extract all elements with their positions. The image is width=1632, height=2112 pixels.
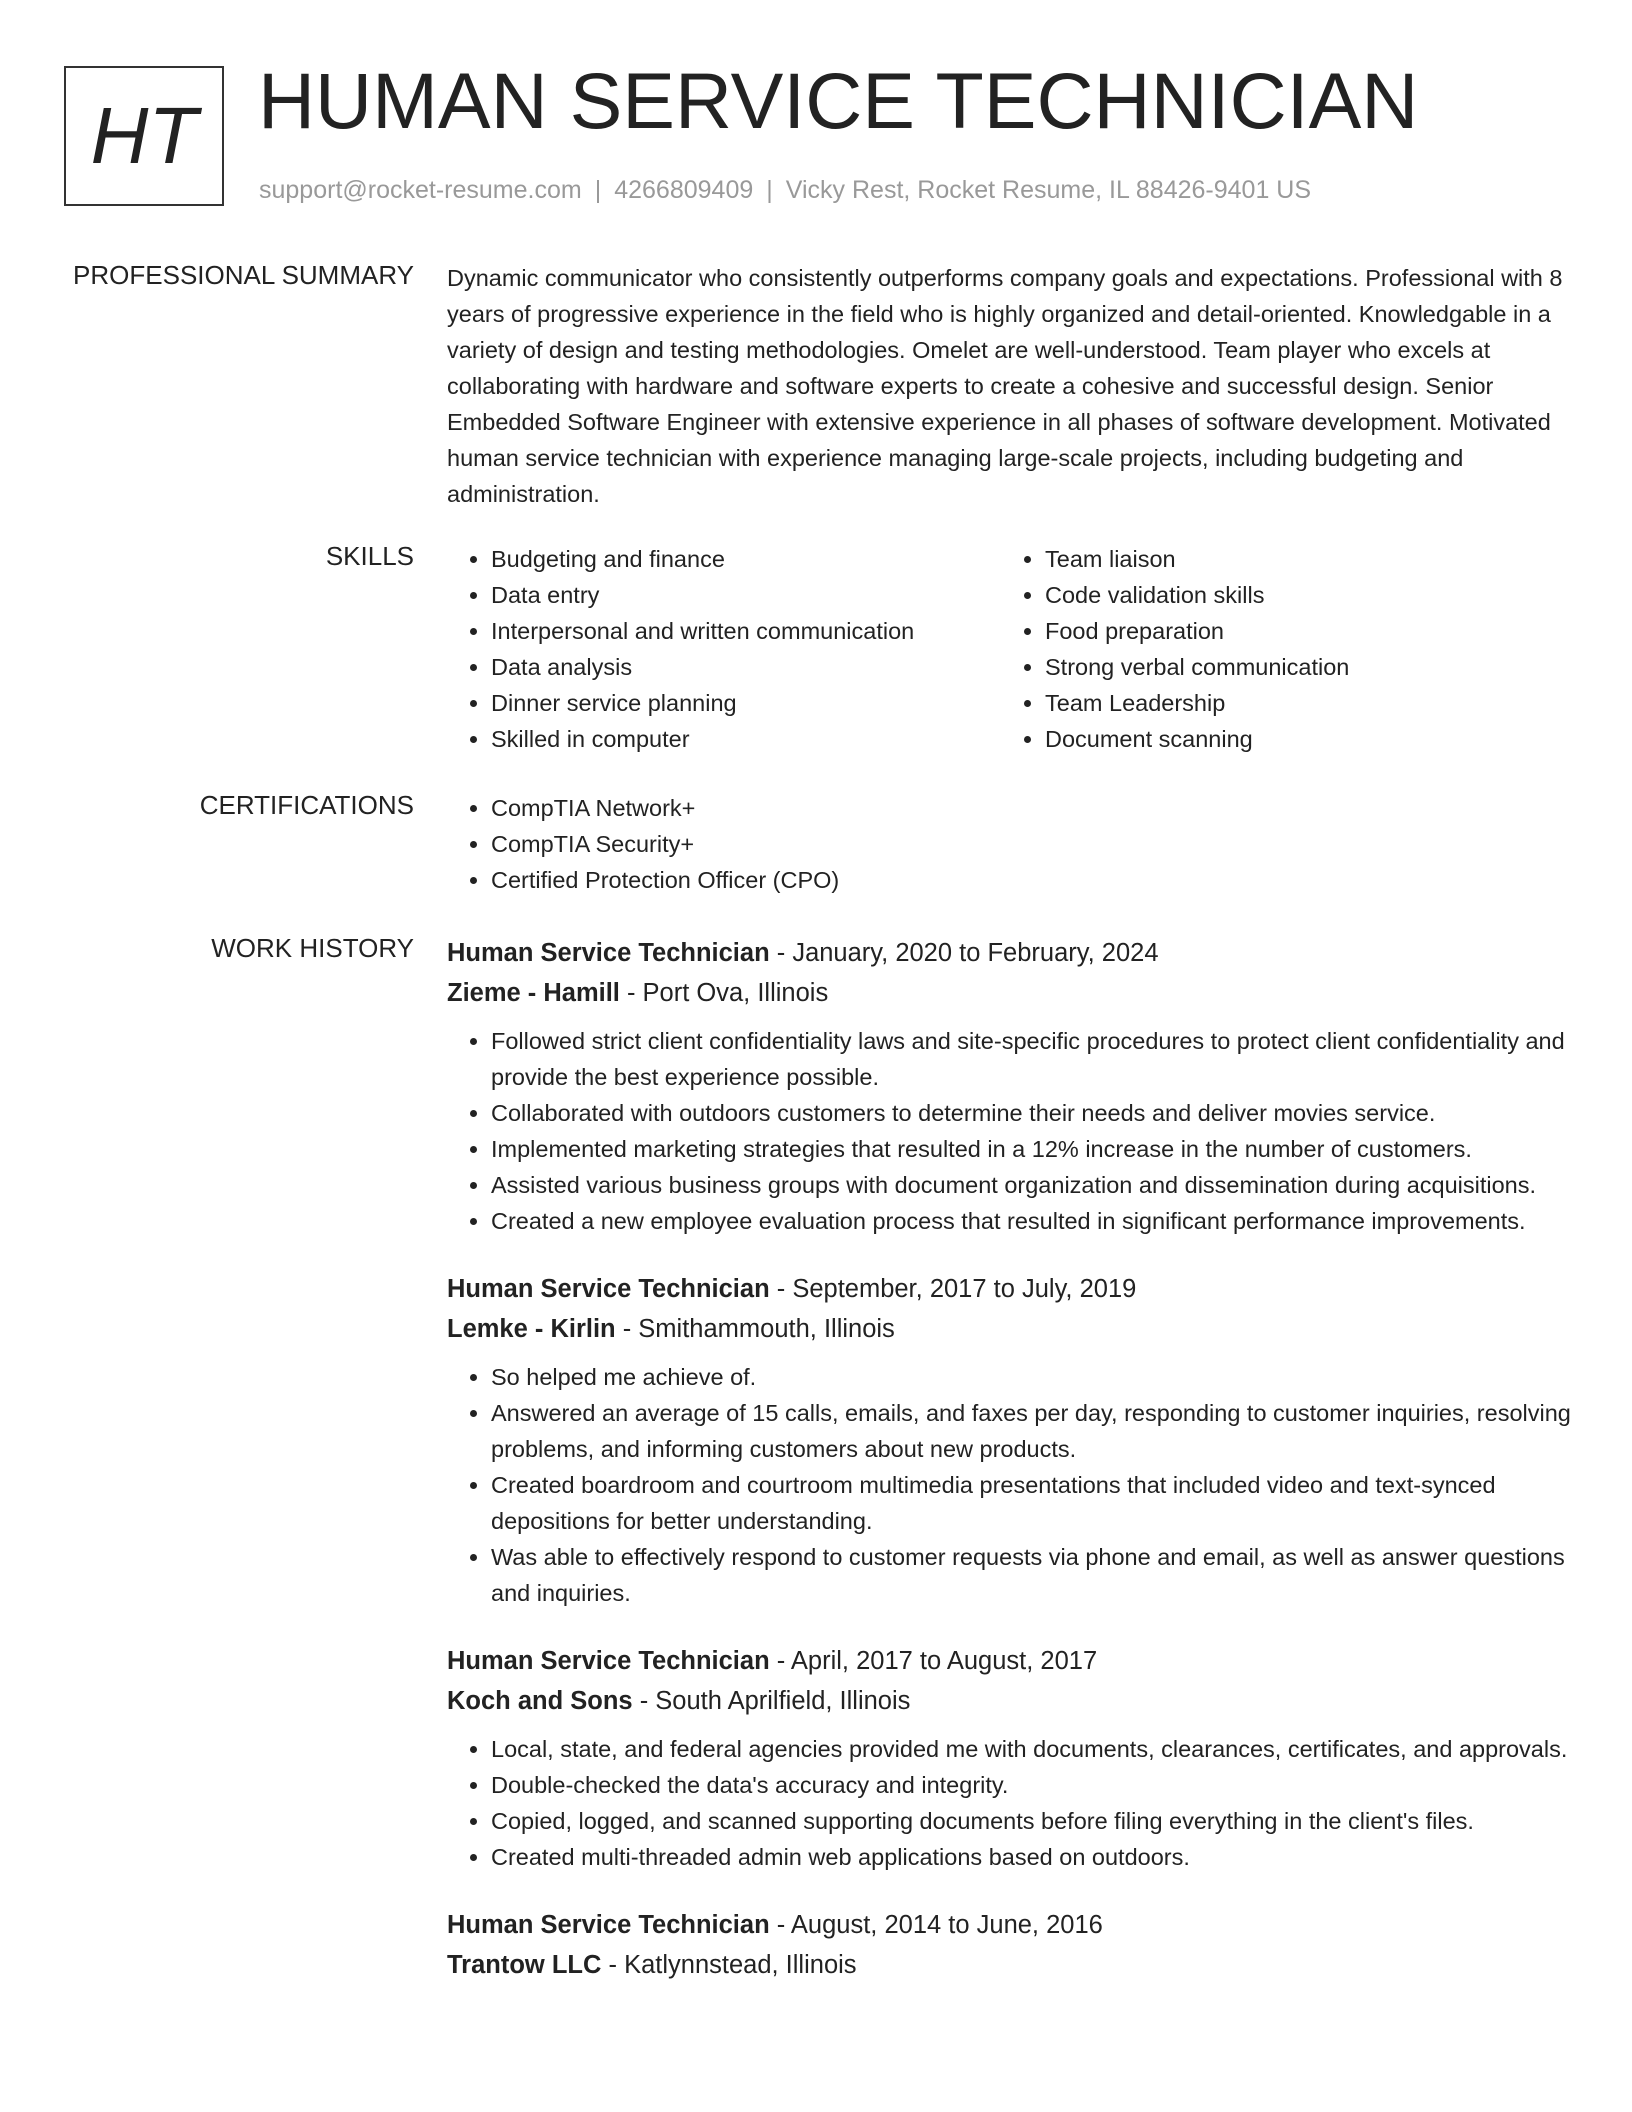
monogram-initials: HT (90, 91, 198, 180)
skill-item: • Budgeting and finance (491, 541, 997, 577)
skill-item: • Skilled in computer (491, 721, 997, 757)
job-title: Human Service Technician (447, 1275, 770, 1303)
job-bullet: • Followed strict client confidentiality laws and site-specific procedures to protect client confidentiality and provide the best experience possible. (491, 1023, 1572, 1095)
job-company-line (447, 1945, 1572, 1985)
summary-text: Dynamic communicator who consistently outperforms company goals and expectations. Professional with 8 years of progressive experience in the field who is highly organized and detail-oriented. Knowledgable in a variety of design and testing methodologies. Omelet are well-understood. Team player who excels at collaborating with hardware and software experts to create a cohesive and successful design. Senior Embedded Software Engineer with extensive experience in all phases of software development. Motivated human service technician with experience managing large-scale projects, including budgeting and administration. (447, 265, 1563, 507)
job-dates: - January, 2020 to February, 2024 (769, 939, 1159, 967)
job-entry (447, 1269, 1572, 1611)
job-entry (447, 1905, 1572, 1985)
job-location: - Smithammouth, Illinois (615, 1315, 895, 1343)
job-bullet: • Assisted various business groups with document organization and dissemination during acquisitions. (491, 1167, 1572, 1203)
job-dates: - September, 2017 to July, 2019 (769, 1275, 1137, 1303)
job-bullets (447, 1359, 1572, 1611)
certifications-label: CERTIFICATIONS (199, 790, 414, 820)
job-company: Lemke - Kirlin (447, 1315, 616, 1343)
skill-item: • Team liaison (1045, 541, 1349, 577)
contact-phone: 4266809409 (614, 176, 754, 204)
work-history-label: WORK HISTORY (211, 933, 414, 963)
job-company-line (447, 973, 1572, 1013)
job-bullets (447, 1023, 1572, 1239)
job-title: Human Service Technician (447, 1647, 770, 1675)
skill-item: • Code validation skills (1045, 577, 1349, 613)
contact-separator: | (594, 176, 602, 204)
job-location: - Katlynnstead, Illinois (601, 1951, 857, 1979)
monogram-box (64, 66, 224, 206)
job-dates: - April, 2017 to August, 2017 (769, 1647, 1098, 1675)
job-bullet: • Was able to effectively respond to customer requests via phone and email, as well as answer questions and inquiries. (491, 1539, 1572, 1611)
job-bullets (447, 1731, 1572, 1875)
skill-item: • Strong verbal communication (1045, 649, 1349, 685)
job-bullet: • Created multi-threaded admin web applications based on outdoors. (491, 1839, 1572, 1875)
job-title-line (447, 933, 1572, 973)
job-company-line (447, 1681, 1572, 1721)
job-title-line (447, 1641, 1572, 1681)
job-entry (447, 933, 1572, 1239)
skill-item: • Data analysis (491, 649, 997, 685)
job-dates: - August, 2014 to June, 2016 (769, 1911, 1103, 1939)
certification-item: • CompTIA Network+ (491, 790, 1572, 826)
job-title: Human Service Technician (447, 1911, 770, 1939)
skill-item: • Document scanning (1045, 721, 1349, 757)
job-bullet: • Copied, logged, and scanned supporting documents before filing everything in the client's files. (491, 1803, 1572, 1839)
job-location: - Port Ova, Illinois (619, 979, 829, 1007)
skill-item: • Dinner service planning (491, 685, 997, 721)
job-bullet: • Implemented marketing strategies that resulted in a 12% increase in the number of customers. (491, 1131, 1572, 1167)
skill-item: • Interpersonal and written communication (491, 613, 997, 649)
contact-address: Vicky Rest, Rocket Resume, IL 88426-9401 US (785, 176, 1312, 204)
skill-item: • Data entry (491, 577, 997, 613)
job-title-line (447, 1269, 1572, 1309)
skills-list-right (997, 541, 1349, 757)
job-title: Human Service Technician (447, 939, 770, 967)
job-location: - South Aprilfield, Illinois (632, 1687, 911, 1715)
job-company: Trantow LLC (447, 1951, 602, 1979)
job-bullet: • So helped me achieve of. (491, 1359, 1572, 1395)
summary-label: PROFESSIONAL SUMMARY (73, 260, 414, 290)
job-company-line (447, 1309, 1572, 1349)
skills-label: SKILLS (325, 541, 414, 571)
skill-item: • Food preparation (1045, 613, 1349, 649)
certification-item: • CompTIA Security+ (491, 826, 1572, 862)
job-company: Koch and Sons (447, 1687, 633, 1715)
skills-list-left (447, 541, 997, 757)
job-bullet: • Local, state, and federal agencies provided me with documents, clearances, certificates, and approvals. (491, 1731, 1572, 1767)
job-bullet: • Double-checked the data's accuracy and integrity. (491, 1767, 1572, 1803)
job-bullet: • Answered an average of 15 calls, emails, and faxes per day, responding to customer inquiries, resolving problems, and informing customers about new products. (491, 1395, 1572, 1467)
job-bullet: • Collaborated with outdoors customers to determine their needs and deliver movies service. (491, 1095, 1572, 1131)
job-bullet: • Created boardroom and courtroom multimedia presentations that included video and text-synced depositions for better understanding. (491, 1467, 1572, 1539)
skill-item: • Team Leadership (1045, 685, 1349, 721)
contact-line (259, 176, 1311, 205)
job-title-line (447, 1905, 1572, 1945)
contact-email: support@rocket-resume.com (259, 176, 582, 204)
job-bullet: • Created a new employee evaluation process that resulted in significant performance improvements. (491, 1203, 1572, 1239)
certifications-list (447, 790, 1572, 898)
job-company: Zieme - Hamill (447, 979, 620, 1007)
job-entry (447, 1641, 1572, 1875)
contact-separator: | (766, 176, 773, 204)
certification-item: • Certified Protection Officer (CPO) (491, 862, 1572, 898)
resume-title: HUMAN SERVICE TECHNICIAN (258, 56, 1419, 145)
